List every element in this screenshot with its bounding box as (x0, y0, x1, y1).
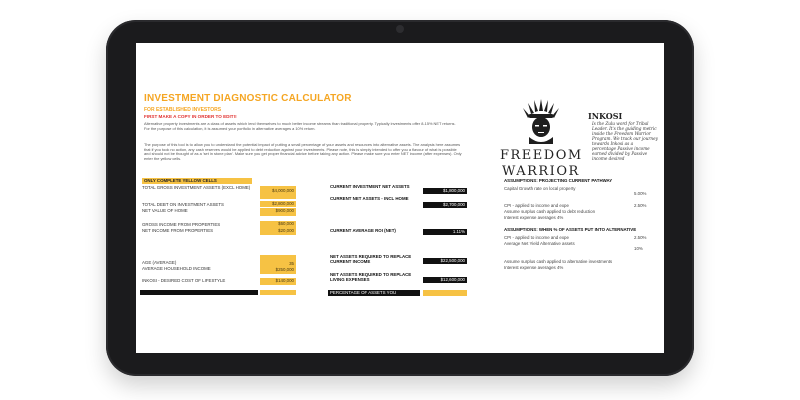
cpi-alt-label: CPI - applied to income and expe (504, 235, 569, 240)
assumptions-current-header: ASSUMPTIONS: PROJECTING CURRENT PATHWAY (504, 178, 613, 183)
net-income-label: NET INCOME FROM PROPERTIES (142, 228, 214, 233)
current-net-assets-label: CURRENT INVESTMENT NET ASSETS (330, 184, 410, 189)
interest-alt-label: Interest expense averages 4% (504, 265, 564, 270)
yield-label: Average Net Yield Alternative assets (504, 241, 575, 246)
growth-rate-value: 5.00% (634, 191, 647, 196)
roi-label: CURRENT AVERAGE ROI (NET) (330, 228, 396, 233)
net-income-input[interactable]: $20,000 (260, 228, 296, 235)
lifestyle-input[interactable]: $140,000 (260, 278, 296, 285)
age-input[interactable]: 35 (260, 261, 296, 267)
cpi-value: 2.50% (634, 203, 647, 208)
warrior-headdress-logo (520, 97, 562, 145)
total-debt-label: TOTAL DEBT ON INVESTMENT ASSETS (142, 202, 224, 207)
brand-warrior: WARRIOR (502, 164, 580, 179)
cpi-label: CPI - applied to income and expe (504, 203, 569, 208)
interest-label: Interest expense averages 4% (504, 215, 564, 220)
intro-paragraph-2: The purpose of this tool is to allow you to understand the potential impact of putting a small percentage of your assets and resources into alternative assets. The analysis here assumes that if you took no action, any cash reserves would be applied to debt reduction against your investments. Please note, this is simply intended to offer you a flavour of what is possible and should not be thought of as a 'set in stone plan'. Make sure you get proper financial advice before taking any action. Please make sure you enter NET income (after expenses). Only enter the yellow cells. (144, 142, 462, 161)
replace-income-label: NET ASSETS REQUIRED TO REPLACE CURRENT INCOME (330, 254, 412, 264)
divider-bar (140, 290, 258, 295)
net-assets-incl-home-label: CURRENT NET ASSETS - INCL HOME (330, 196, 409, 201)
inkosi-title: INKOSI (588, 111, 623, 121)
current-net-assets-value: $1,800,000 (423, 188, 467, 194)
total-gross-input[interactable]: $4,000,000 (260, 186, 296, 199)
page-subtitle: FOR ESTABLISHED INVESTORS (144, 107, 222, 113)
cpi-alt-value: 2.50% (634, 235, 647, 240)
lifestyle-label: INKOSI - DESIRED COST OF LIFESTYLE (142, 278, 226, 283)
gross-income-label: GROSS INCOME FROM PROPERTIES (142, 222, 221, 227)
home-value-input[interactable]: $900,000 (260, 208, 296, 216)
percentage-assets-input[interactable] (423, 290, 467, 296)
intro-paragraph-1: Alternative property investments are a class of assets which lend themselves to much better income streams than traditional property. Typically investments offer 8-15% NET returns. For the purpose of this calculation, it is assumed your portfolio in alternative averages a 10% return. (144, 121, 456, 131)
gross-income-input[interactable]: $60,000 (260, 221, 296, 228)
yield-value: 10% (634, 246, 643, 251)
percentage-assets-label: PERCENTAGE OF ASSETS YOU (328, 290, 420, 296)
bottom-input[interactable] (260, 290, 296, 295)
tablet-screen (136, 43, 664, 353)
roi-value: 1.11% (423, 229, 467, 235)
household-income-input[interactable]: $250,000 (260, 267, 296, 274)
front-camera (396, 25, 404, 33)
assumptions-alternative-header: ASSUMPTIONS: WHEN % OF ASSETS PUT INTO ALTERNATIVE (504, 227, 637, 232)
replace-living-label: NET ASSETS REQUIRED TO REPLACE LIVING EXPENSES (330, 272, 412, 282)
home-value-label: NET VALUE OF HOME (142, 208, 188, 213)
net-assets-incl-home-value: $2,700,000 (423, 202, 467, 208)
total-gross-label: TOTAL GROSS INVESTMENT ASSETS (EXCL HOME) (142, 185, 251, 190)
brand-freedom: FREEDOM (500, 148, 583, 163)
surplus-alt-label: Assume surplus cash applied to alternative investments (504, 259, 613, 264)
page-title: INVESTMENT DIAGNOSTIC CALCULATOR (144, 93, 352, 104)
yellow-cells-header: ONLY COMPLETE YELLOW CELLS (142, 178, 252, 184)
growth-rate-label: Capital Growth rate on local property (504, 186, 576, 191)
replace-income-value: $22,500,000 (423, 258, 467, 264)
household-income-label: AVERAGE HOUSEHOLD INCOME (142, 266, 211, 271)
surplus-debt-label: Assume surplus cash applied to debt reduction (504, 209, 596, 214)
replace-living-value: $12,600,000 (423, 277, 467, 283)
inkosi-description: Is the Zulu word for Tribal Leader. It's the guiding metric inside the Freedom Warrior Program. We track our journey towards Inkosi as a percentage Passive income earned divided by Passive income desired (592, 121, 658, 161)
copy-warning: FIRST MAKE A COPY IN ORDER TO EDIT!! (144, 114, 237, 119)
total-debt-input[interactable]: $2,800,000 (260, 201, 296, 207)
age-label: AGE (AVERAGE) (142, 260, 177, 265)
